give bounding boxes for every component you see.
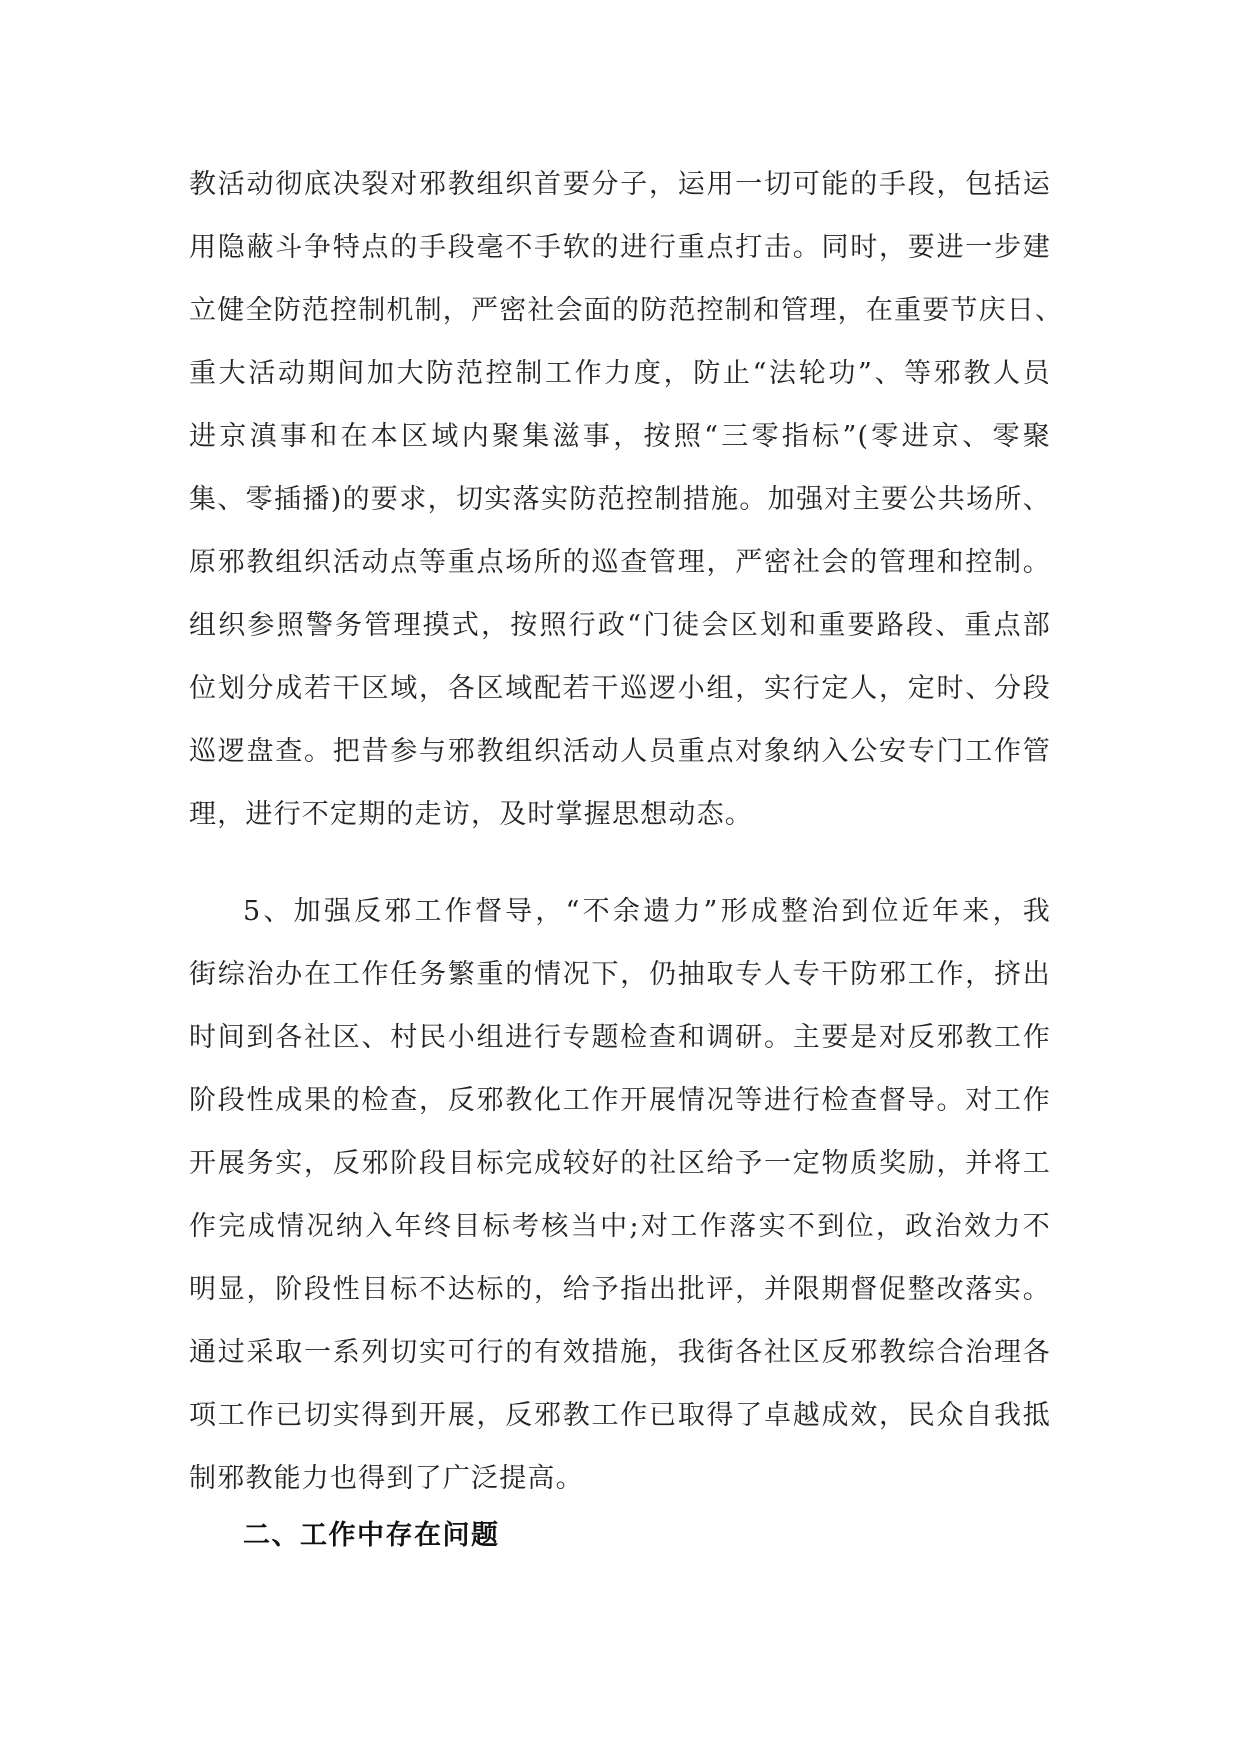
text-line: 用隐蔽斗争特点的手段毫不手软的进行重点打击。同时，要进一步建 <box>189 232 1051 263</box>
text-line: 制邪教能力也得到了广泛提高。 <box>189 1463 584 1494</box>
text-line: 教活动彻底决裂对邪教组织首要分子，运用一切可能的手段，包括运 <box>189 169 1051 200</box>
text-line: 立健全防范控制机制，严密社会面的防范控制和管理，在重要节庆日、 <box>189 295 1064 326</box>
text-line: 街综治办在工作任务繁重的情况下，仍抽取专人专干防邪工作，挤出 <box>189 959 1051 990</box>
text-line: 作完成情况纳入年终目标考核当中;对工作落实不到位，政治效力不 <box>189 1211 1051 1242</box>
paragraph-prevention-control <box>189 153 1064 846</box>
text-line: 进京滇事和在本区域内聚集滋事，按照“三零指标”(零进京、零聚 <box>189 421 1051 452</box>
text-line: 明显，阶段性目标不达标的，给予指出批评，并限期督促整改落实。 <box>189 1274 1051 1305</box>
text-line: 5、加强反邪工作督导，“不余遗力”形成整治到位近年来，我 <box>243 896 1051 927</box>
text-line: 原邪教组织活动点等重点场所的巡查管理，严密社会的管理和控制。 <box>189 547 1051 578</box>
paragraph-supervision <box>189 880 1051 1510</box>
section-heading: 二、工作中存在问题 <box>243 1520 500 1551</box>
text-line: 时间到各社区、村民小组进行专题检查和调研。主要是对反邪教工作 <box>189 1022 1051 1053</box>
text-line: 巡逻盘查。把昔参与邪教组织活动人员重点对象纳入公安专门工作管 <box>189 736 1051 767</box>
text-line: 理，进行不定期的走访，及时掌握思想动态。 <box>189 799 753 830</box>
text-line: 位划分成若干区域，各区域配若干巡逻小组，实行定人，定时、分段 <box>189 673 1051 704</box>
text-line: 组织参照警务管理摸式，按照行政“门徒会区划和重要路段、重点部 <box>189 610 1051 641</box>
text-line: 集、零插播)的要求，切实落实防范控制措施。加强对主要公共场所、 <box>189 484 1051 515</box>
text-line: 项工作已切实得到开展，反邪教工作已取得了卓越成效，民众自我抵 <box>189 1400 1051 1431</box>
text-line: 开展务实，反邪阶段目标完成较好的社区给予一定物质奖励，并将工 <box>189 1148 1051 1179</box>
text-line: 重大活动期间加大防范控制工作力度，防止“法轮功”、等邪教人员 <box>189 358 1051 389</box>
text-line: 阶段性成果的检查，反邪教化工作开展情况等进行检查督导。对工作 <box>189 1085 1051 1116</box>
text-line: 通过采取一系列切实可行的有效措施，我街各社区反邪教综合治理各 <box>189 1337 1051 1368</box>
